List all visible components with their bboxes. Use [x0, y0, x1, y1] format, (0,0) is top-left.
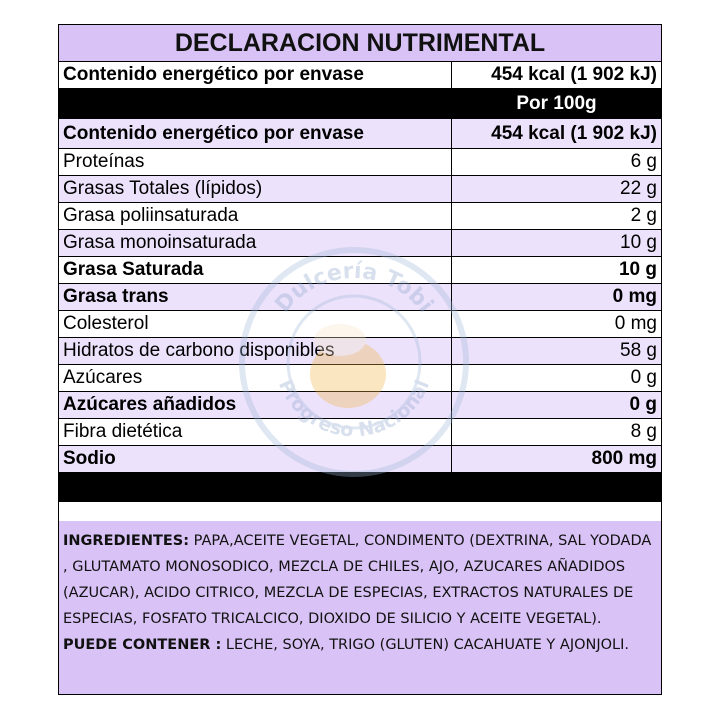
- nutrient-row: [59, 230, 661, 257]
- nutrient-label: Grasas Totales (lípidos): [59, 176, 452, 202]
- row-value: 454 kcal (1 902 kJ): [491, 64, 657, 85]
- nutrient-row: [59, 284, 661, 311]
- nutrient-label: Colesterol: [59, 311, 452, 337]
- nutrient-value: 10 g: [620, 232, 657, 253]
- nutrient-label: Azúcares: [59, 365, 452, 391]
- nutrient-rows: [59, 149, 661, 473]
- nutrition-table: [59, 62, 661, 502]
- nutrient-row: [59, 419, 661, 446]
- nutrient-row: [59, 392, 661, 419]
- nutrient-value: 0 mg: [612, 286, 657, 307]
- nutrient-row: [59, 446, 661, 473]
- nutrient-label: Grasa poliinsaturada: [59, 203, 452, 229]
- ingredients-block: [59, 521, 661, 694]
- nutrient-value: 0 g: [630, 367, 657, 388]
- per-100g-label: Por 100g: [516, 93, 597, 114]
- nutrient-row: [59, 257, 661, 284]
- ingredients-text: PAPA,ACEITE VEGETAL, CONDIMENTO (DEXTRINA, SAL YODADA , GLUTAMATO MONOSODICO, MEZCLA DE CHILES, AJO, AZUCARES AÑADIDOS (AZUCAR), ACIDO CITRICO, MEZCLA DE ESPECIAS, EXTRACTOS NATURALES DE ESPECIAS, FOSFATO TRICALCICO, DIOXIDO DE SILICIO Y ACEITE VEGETAL).: [63, 533, 652, 627]
- nutrient-value: 6 g: [630, 151, 657, 172]
- nutrition-panel: [58, 24, 662, 695]
- nutrient-label: Grasa trans: [59, 284, 452, 310]
- nutrient-value: 10 g: [618, 259, 657, 280]
- page-title: DECLARACION NUTRIMENTAL: [59, 25, 661, 62]
- nutrient-row: [59, 365, 661, 392]
- nutrient-row: [59, 311, 661, 338]
- ingredients-label: INGREDIENTES:: [63, 533, 190, 549]
- nutrient-value: 0 g: [629, 394, 657, 415]
- row-value: 454 kcal (1 902 kJ): [491, 123, 657, 144]
- nutrient-value: 0 mg: [614, 313, 657, 334]
- nutrient-label: Sodio: [59, 446, 452, 472]
- header-blank: [59, 89, 452, 118]
- energy-per-package-row: [59, 62, 661, 89]
- nutrient-label: Proteínas: [59, 149, 452, 175]
- nutrient-row: [59, 149, 661, 176]
- nutrient-label: Azúcares añadidos: [59, 392, 452, 418]
- per-100g-header: [59, 89, 661, 119]
- watermark-bottom-text: Progreso Nacional: [273, 376, 434, 442]
- nutrient-row: [59, 338, 661, 365]
- nutrient-value: 8 g: [630, 421, 657, 442]
- row-label: Contenido energético por envase: [59, 119, 452, 148]
- nutrient-label: Grasa Saturada: [59, 257, 452, 283]
- black-divider-bar: [59, 473, 661, 502]
- allergen-text: LECHE, SOYA, TRIGO (GLUTEN) CACAHUATE Y AJONJOLI.: [221, 637, 630, 653]
- nutrient-value: 800 mg: [591, 448, 657, 469]
- nutrient-row: [59, 176, 661, 203]
- nutrient-label: Fibra dietética: [59, 419, 452, 445]
- nutrient-value: 22 g: [620, 178, 657, 199]
- nutrient-value: 2 g: [630, 205, 657, 226]
- nutrient-value: 58 g: [620, 340, 657, 361]
- energy-per-100g-row: [59, 119, 661, 149]
- allergen-label: PUEDE CONTENER :: [63, 637, 222, 653]
- nutrient-row: [59, 203, 661, 230]
- nutrient-label: Hidratos de carbono disponibles: [59, 338, 452, 364]
- watermark-top-text: Dulcería Tobi: [270, 258, 438, 318]
- row-label: Contenido energético por envase: [59, 62, 452, 88]
- nutrient-label: Grasa monoinsaturada: [59, 230, 452, 256]
